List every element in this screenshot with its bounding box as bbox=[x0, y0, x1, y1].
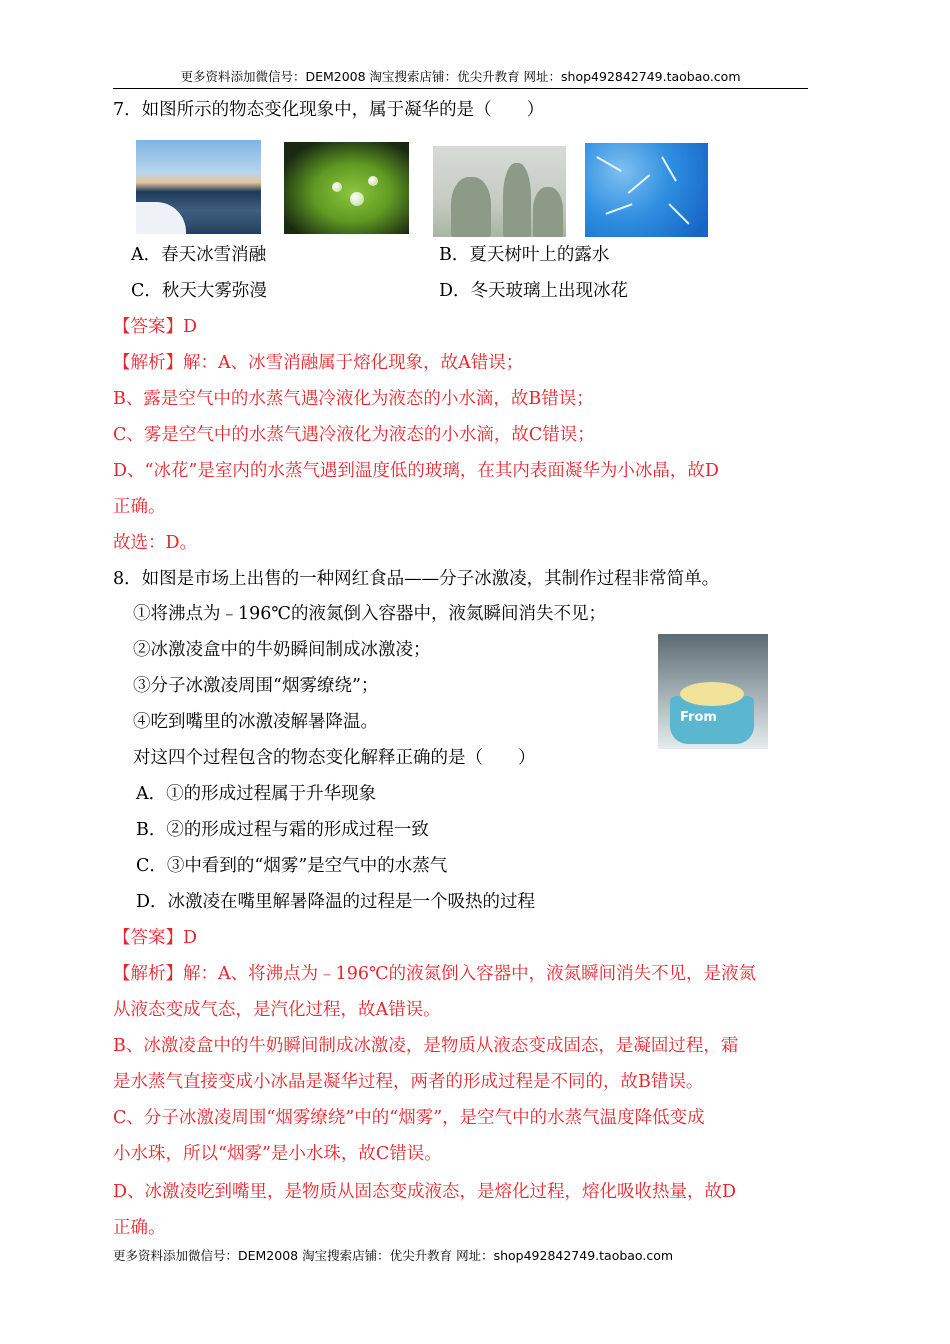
ice-cream-photo bbox=[658, 634, 768, 749]
q8-analysis-line: 是水蒸气直接变成小冰晶是凝华过程，两者的形成过程是不同的，故B错误。 bbox=[113, 1072, 704, 1092]
q8-question: 对这四个过程包含的物态变化解释正确的是（ ） bbox=[133, 748, 536, 768]
q7-analysis-line: 正确。 bbox=[113, 497, 166, 517]
q8-analysis-line: 【解析】解：A、将沸点为﹣196℃的液氮倒入容器中，液氮瞬间消失不见，是液氮 bbox=[113, 964, 757, 984]
page-header: 更多资料添加微信号：DEM2008 淘宝搜索店铺：优尖升教育 网址：shop492842749.taobao.com bbox=[113, 66, 808, 89]
q8-step: ②冰激凌盒中的牛奶瞬间制成冰激凌； bbox=[133, 640, 431, 660]
q8-option-a: A．①的形成过程属于升华现象 bbox=[136, 784, 377, 804]
q8-analysis-line: C、分子冰激凌周围“烟雾缭绕”中的“烟雾”，是空气中的水蒸气温度降低变成 bbox=[113, 1108, 705, 1128]
q8-analysis-line: 小水珠，所以“烟雾”是小水珠，故C错误。 bbox=[113, 1144, 442, 1164]
q8-step: ①将沸点为﹣196℃的液氮倒入容器中，液氮瞬间消失不见； bbox=[133, 604, 606, 624]
page-footer: 更多资料添加微信号：DEM2008 淘宝搜索店铺：优尖升教育 网址：shop492842749.taobao.com bbox=[113, 1248, 674, 1263]
q8-answer: 【答案】D bbox=[113, 928, 198, 948]
q8-option-b: B．②的形成过程与霜的形成过程一致 bbox=[136, 820, 429, 840]
q7-analysis-line: B、露是空气中的水蒸气遇冷液化为液态的小水滴，故B错误； bbox=[113, 389, 594, 409]
q7-answer: 【答案】D bbox=[113, 317, 198, 337]
q8-analysis-line: B、冰激凌盒中的牛奶瞬间制成冰激凌，是物质从液态变成固态，是凝固过程，霜 bbox=[113, 1036, 739, 1056]
q7-stem: 7．如图所示的物态变化现象中，属于凝华的是（ ） bbox=[113, 100, 545, 120]
q8-option-d: D．冰激凌在嘴里解暑降温的过程是一个吸热的过程 bbox=[136, 892, 536, 912]
q8-analysis-line: 正确。 bbox=[113, 1218, 166, 1238]
q8-analysis-line: D、冰激凌吃到嘴里，是物质从固态变成液态，是熔化过程，熔化吸收热量，故D bbox=[113, 1182, 737, 1202]
q7-analysis-line: C、雾是空气中的水蒸气遇冷液化为液态的小水滴，故C错误； bbox=[113, 425, 595, 445]
q7-analysis-line: D、“冰花”是室内的水蒸气遇到温度低的玻璃，在其内表面凝华为小冰晶，故D bbox=[113, 461, 719, 481]
ice-cream-cup-label: From bbox=[680, 710, 717, 725]
q7-option-c: C．秋天大雾弥漫 bbox=[131, 281, 267, 301]
melting-snow-photo bbox=[136, 140, 261, 234]
q7-option-a: A．春天冰雪消融 bbox=[131, 245, 267, 265]
q8-analysis-line: 从液态变成气态，是汽化过程，故A错误。 bbox=[113, 1000, 441, 1020]
q8-option-c: C．③中看到的“烟雾”是空气中的水蒸气 bbox=[136, 856, 448, 876]
q8-stem: 8．如图是市场上出售的一种网红食品——分子冰激凌，其制作过程非常简单。 bbox=[113, 569, 720, 589]
q8-step: ③分子冰激凌周围“烟雾缭绕”； bbox=[133, 676, 379, 696]
fog-photo bbox=[433, 146, 566, 237]
q7-option-b: B．夏天树叶上的露水 bbox=[439, 245, 610, 265]
q7-option-d: D．冬天玻璃上出现冰花 bbox=[439, 281, 629, 301]
q7-analysis-line: 故选：D。 bbox=[113, 533, 198, 553]
q8-step: ④吃到嘴里的冰激凌解暑降温。 bbox=[133, 712, 378, 732]
dew-leaf-photo bbox=[284, 142, 409, 234]
q7-analysis-line: 【解析】解：A、冰雪消融属于熔化现象，故A错误； bbox=[113, 353, 524, 373]
frost-window-photo bbox=[585, 143, 708, 237]
